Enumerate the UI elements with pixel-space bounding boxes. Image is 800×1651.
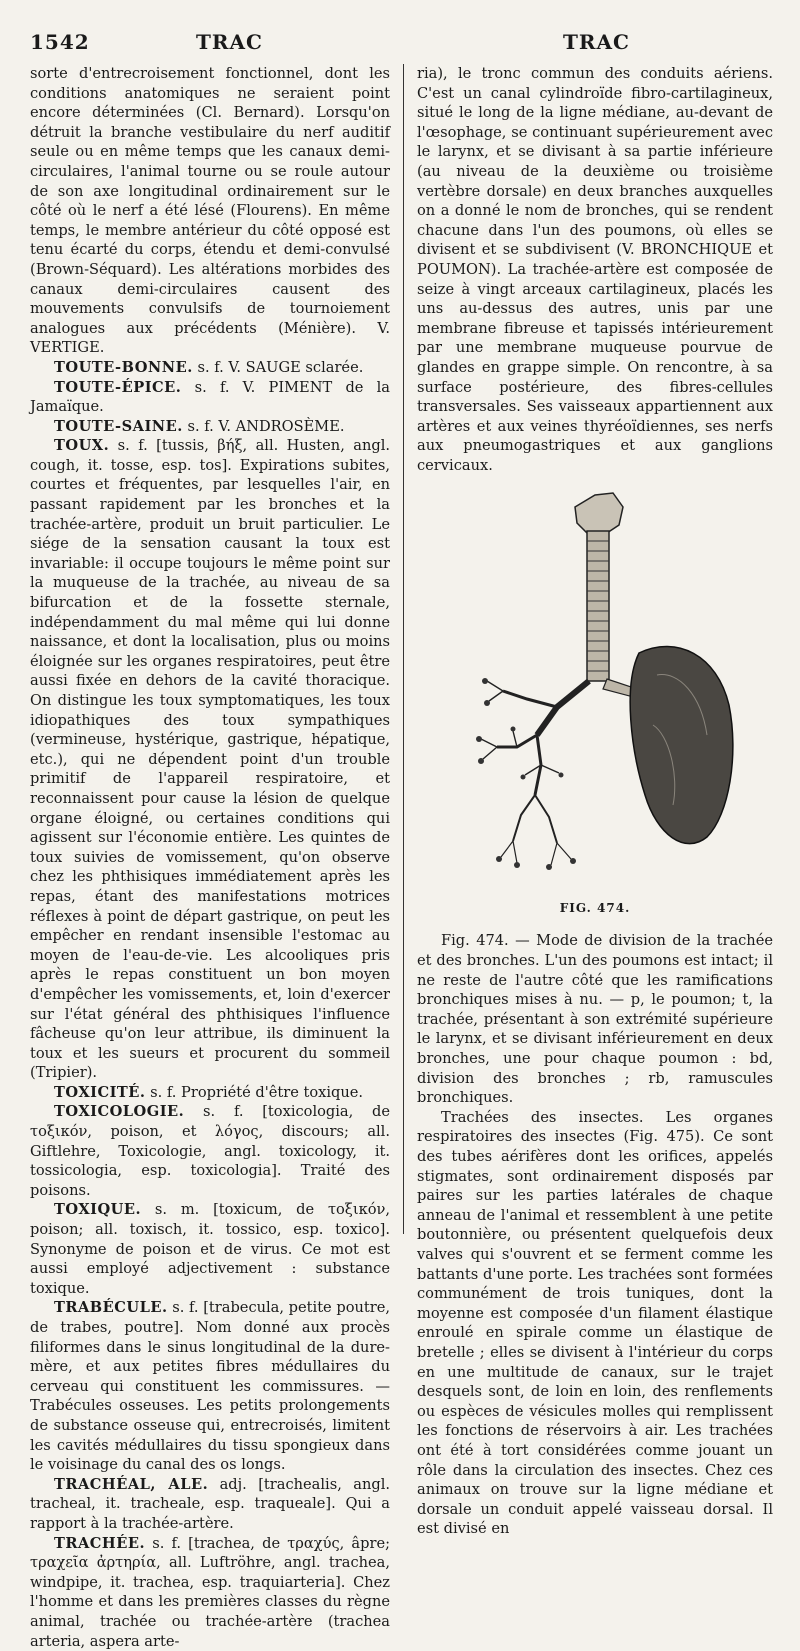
dictionary-entry bbox=[30, 1475, 390, 1534]
definition: s. f. [tussis, βήξ, all. Husten, angl. cough, it. tosse, esp. tos]. Expirations subites, courtes et fréquentes, par lesquelles l'air, en passant rapidement par les bronches et la trachée-artère, produit un bruit particulier. Le siége de la sensation causant la toux est invariable: il occupe toujours le même point sur la muqueuse de la trachée, au niveau de sa bifurcation et de la fossette sternale, indépendamment du mal même qui lui donne naissance, et dont la localisation, plus ou moins éloignée sur les organes respiratoires, peut être aussi fixée en dehors de la cavité thoracique. On distingue les toux symptomatiques, les toux idiopathiques des toux sympathiques (vermineuse, hystérique, gastrique, hépatique, etc.), qui ne dépendent point d'un trouble primitif de l'appareil respiratoire, et reconnaissent pour cause la lésion de quelque organe éloigné, ou certaines conditions qui agissent sur l'économie entière. Les quintes de toux suivies de vomissement, qu'on observe chez les phthisiques immédiatement après les repas, étant des manifestations motrices réflexes à point de départ gastrique, on peut les empêcher en rendant insensible l'estomac au moyen de l'eau-de-vie. Les alcooliques pris après le repas constituent un bon moyen d'empêcher les vomissements, et, loin d'exercer sur l'état général des phthisiques l'influence fâcheuse qu'on leur attribue, ils diminuent la toux et les sueurs et procurent du sommeil (Tripier). bbox=[30, 437, 391, 1082]
paragraph: sorte d'entrecroisement fonctionnel, dont les conditions anatomiques ne seraient point encore déterminées (Cl. Bernard). Lorsqu'on détruit la branche vestibulaire du nerf auditif seule ou en même temps que les canaux demi-circulaires, l'animal tourne ou se roule autour de son axe longitudinal ordinairement sur le côté où le nerf a été lésé (Flourens). En même temps, le membre antérieur du côté opposé est tenu écarté du corps, étendu et demi-convulsé (Brown-Séquard). Les altérations morbides des canaux demi-circulaires causent des mouvements convulsifs de tournoiement analogues aux précédents (Ménière). V. VERTIGE. bbox=[30, 65, 390, 357]
running-head-right: TRAC bbox=[563, 30, 630, 54]
paragraph: ria), le tronc commun des conduits aériens. C'est un canal cylindroïde fibro-cartilagineux, situé le long de la ligne médiane, au-devant de l'œsophage, se continuant supérieurement avec le larynx, et se divisant à sa partie inférieure (au niveau de la deuxième ou troisième vertèbre dorsale) en deux branches auxquelles on a donné le nom de bronches, qui se rendent chacune dans l'un des poumons, où elles se divisent et se subdivisent (V. BRONCHIQUE et POUMON). La trachée-artère est composée de seize à vingt arceaux cartilagineux, placés les uns au-dessus des autres, unis par une membrane fibreuse et tapissés intérieurement par une membrane muqueuse pourvue de glandes en grappe simple. On rencontre, à sa surface postérieure, des fibres-cellules transversales. Ses vaisseaux appartiennent aux artères et aux veines thyréoïdiennes, ses nerfs aux pneumogastriques et aux ganglions cervicaux. bbox=[417, 65, 773, 474]
trachea-illustration bbox=[417, 485, 773, 895]
figure-label: FIG. 474. bbox=[559, 901, 631, 916]
dictionary-entry bbox=[30, 1083, 390, 1103]
bronchial-tree bbox=[481, 681, 589, 865]
dictionary-entry bbox=[30, 1200, 390, 1298]
paragraph: Trachées des insectes. Les organes respiratoires des insectes (Fig. 475). Ce sont des tubes aérifères dont les orifices, appelés stigmates, sont ordinairement disposés par paires sur les parties latérales de chaque anneau de l'animal et ressemblent à une petite boutonnière, ou présentent quelquefois deux valves qui s'ouvrent et se ferment comme les battants d'une porte. Les trachées sont formées communément de trois tuniques, dont la moyenne est composée d'un filament élastique enroulé en spirale comme un élastique de bretelle ; elles se divisent à l'intérieur du corps en une multitude de canaux, sur le trajet desquels sont, de loin en loin, des renflements ou espèces de vésicules molles qui remplissent les fonctions de réservoirs à air. Les trachées ont été à tort considérées comme jouant un rôle dans la circulation des insectes. Chez ces animaux on trouve sur la ligne médiane et dorsale un conduit appelé vaisseau dorsal. Il est divisé en bbox=[417, 1108, 773, 1538]
trachea bbox=[587, 531, 609, 681]
column-divider bbox=[403, 64, 404, 1234]
headword: TOUX. bbox=[54, 437, 110, 455]
lung bbox=[630, 647, 733, 844]
figure-trachea-bronchi bbox=[417, 485, 773, 925]
running-head-left: TRAC bbox=[196, 30, 263, 54]
figure-caption: Fig. 474. — Mode de division de la trachée et des bronches. L'un des poumons est intact; il ne reste de l'autre côté que les ramifications bronchiques mises à nu. — p, le poumon; t, la trachée, présentant à son extrémité supérieure le larynx, et se divisant inférieurement en deux bronches, une pour chaque poumon : bd, division des bronches ; rb, ramuscules bronchiques. bbox=[417, 932, 773, 1107]
dictionary-entry bbox=[30, 417, 390, 437]
headword: TOUTE-SAINE. bbox=[54, 417, 183, 435]
left-column bbox=[30, 64, 390, 1651]
definition: s. m. [toxicum, de τοξικόν, poison; all. toxisch, it. tossico, esp. toxico]. Synonyme de poison et de virus. Ce mot est aussi employé adjectivement : substance toxique. bbox=[30, 1201, 390, 1297]
right-column bbox=[417, 64, 773, 1539]
headword: TOXIQUE. bbox=[54, 1201, 142, 1219]
definition: s. f. [trabecula, petite poutre, de trabes, poutre]. Nom donné aux procès filiformes dans le sinus longitudinal de la dure-mère, et aux petites fibres médullaires du cerveau qui constituent les commissures. — Trabécules osseuses. Les petits prolongements de substance osseuse qui, entrecroisés, limitent les cavités médullaires du tissu spongieux dans le voisinage du canal des os longs. bbox=[30, 1299, 391, 1474]
dictionary-entry bbox=[30, 358, 390, 378]
dictionary-entry bbox=[30, 378, 390, 417]
definition: s. f. V. ANDROSÈME. bbox=[187, 417, 345, 435]
definition: adj. [trachealis, angl. tracheal, it. tracheale, esp. traqueale]. Qui a rapport à la trachée-artère. bbox=[30, 1475, 391, 1532]
headword: TOUTE-ÉPICE. bbox=[54, 378, 182, 396]
dictionary-entry bbox=[30, 1298, 390, 1474]
page-number: 1542 bbox=[30, 30, 90, 54]
page-header bbox=[0, 18, 800, 54]
headword: TRACHÉE. bbox=[54, 1534, 146, 1552]
definition: s. f. [toxicologia, de τοξικόν, poison, et λόγος, discours; all. Giftlehre, Toxicologie, angl. toxicology, it. tossicologia, esp. toxicologia]. Traité des poisons. bbox=[30, 1103, 390, 1199]
headword: TOXICOLOGIE. bbox=[54, 1103, 185, 1121]
dictionary-entry bbox=[30, 1102, 390, 1200]
definition: s. f. V. SAUGE sclarée. bbox=[197, 358, 364, 376]
headword: TRACHÉAL, ALE. bbox=[54, 1475, 209, 1493]
dictionary-entry bbox=[30, 1534, 390, 1651]
definition: s. f. [trachea, de τραχύς, âpre; τραχεῖα ἀρτηρία, all. Luftröhre, angl. trachea, windpipe, it. trachea, esp. traquiarteria]. Chez l'homme et dans les premières classes du règne animal, trachée ou trachée-artère (trachea arteria, aspera arte- bbox=[30, 1534, 390, 1650]
larynx bbox=[575, 493, 623, 533]
definition: s. f. Propriété d'être toxique. bbox=[150, 1083, 364, 1101]
headword: TOXICITÉ. bbox=[54, 1083, 146, 1101]
headword: TRABÉCULE. bbox=[54, 1299, 168, 1317]
headword: TOUTE-BONNE. bbox=[54, 358, 193, 376]
definition: s. f. V. PIMENT de la Jamaïque. bbox=[30, 378, 391, 416]
dictionary-entry bbox=[30, 436, 390, 1083]
